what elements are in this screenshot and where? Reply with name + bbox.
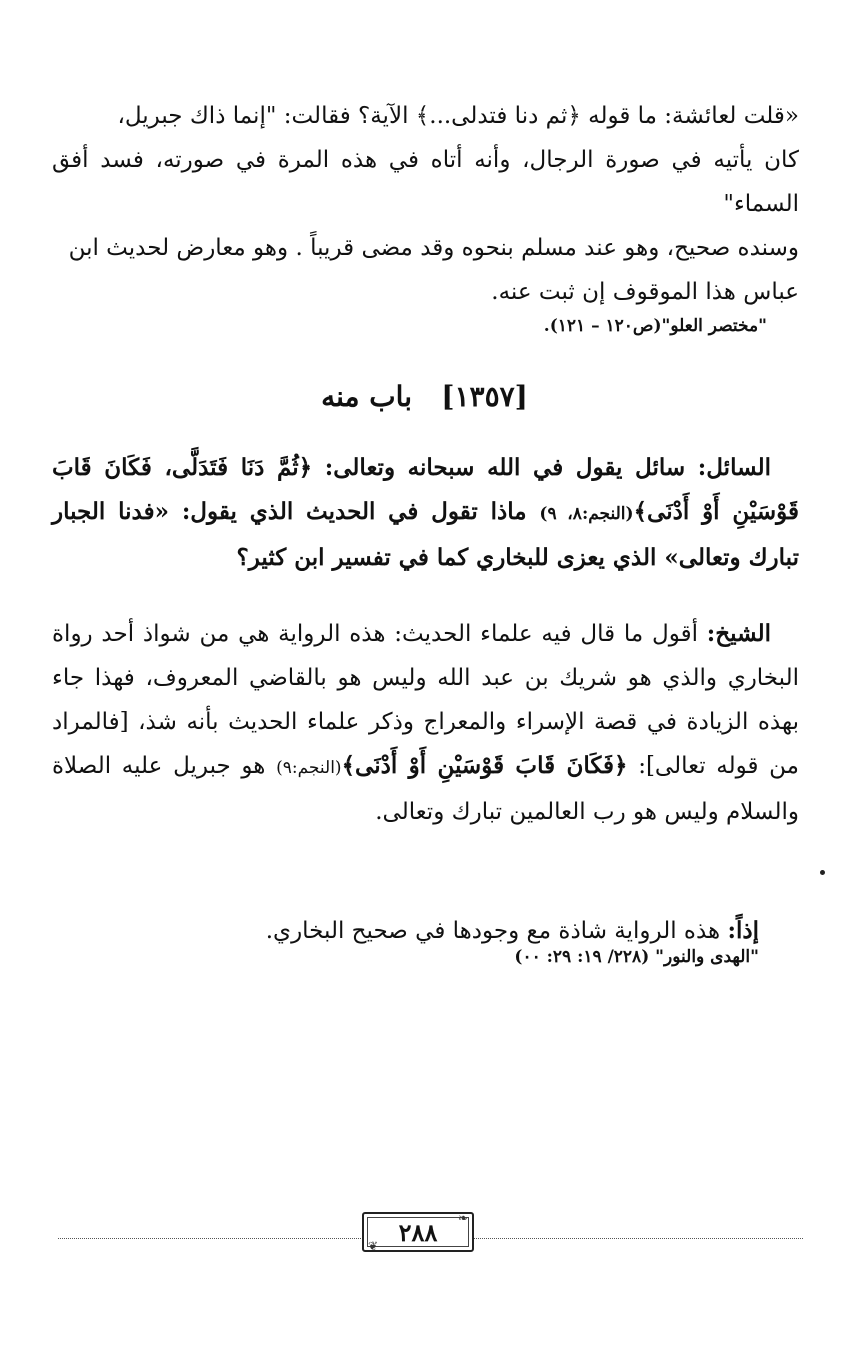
answer-speaker: الشيخ: xyxy=(706,620,771,647)
page-number-frame xyxy=(362,1212,474,1252)
question-paragraph xyxy=(52,446,799,580)
margin-dot xyxy=(820,870,825,875)
corner-ornament-icon: ❦ xyxy=(368,1239,379,1253)
quran-verse-2: ﴿فَكَانَ قَابَ قَوْسَيْنِ أَوْ أَدْنَى﴾ xyxy=(341,752,628,779)
verse-1-reference: (النجم:٨، ٩) xyxy=(539,504,634,524)
chapter-title: باب منه xyxy=(321,380,412,413)
corner-ornament-icon: ❧ xyxy=(457,1211,468,1225)
page-number: ٢٨٨ xyxy=(398,1218,438,1247)
source-citation-2: "الهدى والنور" (٢٢٨/ ١٩: ٢٩: ٠٠) xyxy=(514,947,759,967)
passage-line-2: كان يأتيه في صورة الرجال، وأنه أتاه في هذه المرة في صورته، فسد أفق السماء" xyxy=(52,147,799,217)
hadith-quote: «فدنا الجبار تبارك وتعالى» xyxy=(52,498,799,571)
question-section xyxy=(52,446,799,580)
passage-line-1: «قلت لعائشة: ما قوله ﴿ثم دنا فتدلى...﴾ الآية؟ فقالت: "إنما ذاك جبريل، xyxy=(117,103,799,129)
source-citation-1: "مختصر العلو"(ص١٢٠ – ١٢١). xyxy=(543,316,767,336)
opening-passage xyxy=(52,94,799,314)
passage-line-4: عباس هذا الموقوف إن ثبت عنه. xyxy=(491,279,799,305)
quran-verse-1: ﴿ثُمَّ دَنَا فَتَدَلَّى، فَكَانَ قَابَ قَوْسَيْنِ أَوْ أَدْنَى﴾ xyxy=(52,454,799,525)
answer-text-2: هو جبريل عليه الصلاة والسلام وليس هو رب العالمين تبارك وتعالى. xyxy=(52,753,799,825)
question-text-2: ماذا تقول في الحديث الذي يقول: xyxy=(181,498,527,525)
question-speaker: السائل: xyxy=(697,454,771,481)
answer-paragraph xyxy=(52,612,799,834)
conclusion-text: هذه الرواية شاذة مع وجودها في صحيح البخاري. xyxy=(265,918,721,944)
verse-2-reference: (النجم:٩) xyxy=(276,758,342,778)
passage-line-3: وسنده صحيح، وهو عند مسلم بنحوه وقد مضى قريباً . وهو معارض لحديث ابن xyxy=(68,235,799,261)
chapter-number: [١٣٥٧] xyxy=(441,380,528,413)
answer-section xyxy=(52,612,799,834)
answer-text-1: أقول ما قال فيه علماء الحديث: هذه الرواية هي من شواذ أحد رواة البخاري والذي هو شريك بن عبد الله وليس هو بالقاضي المعروف، فهذا جاء بهذه الزيادة في قصة الإسراء والمعراج وذكر علماء الحديث بأنه شذ، [فالمراد من قوله تعالى]: xyxy=(52,621,799,779)
conclusion-word: إذاً: xyxy=(727,917,759,944)
question-text-3: الذي يعزى للبخاري كما في تفسير ابن كثير؟ xyxy=(236,544,657,571)
chapter-heading xyxy=(0,380,849,413)
question-text-1: سائل يقول في الله سبحانه وتعالى: xyxy=(324,454,686,481)
